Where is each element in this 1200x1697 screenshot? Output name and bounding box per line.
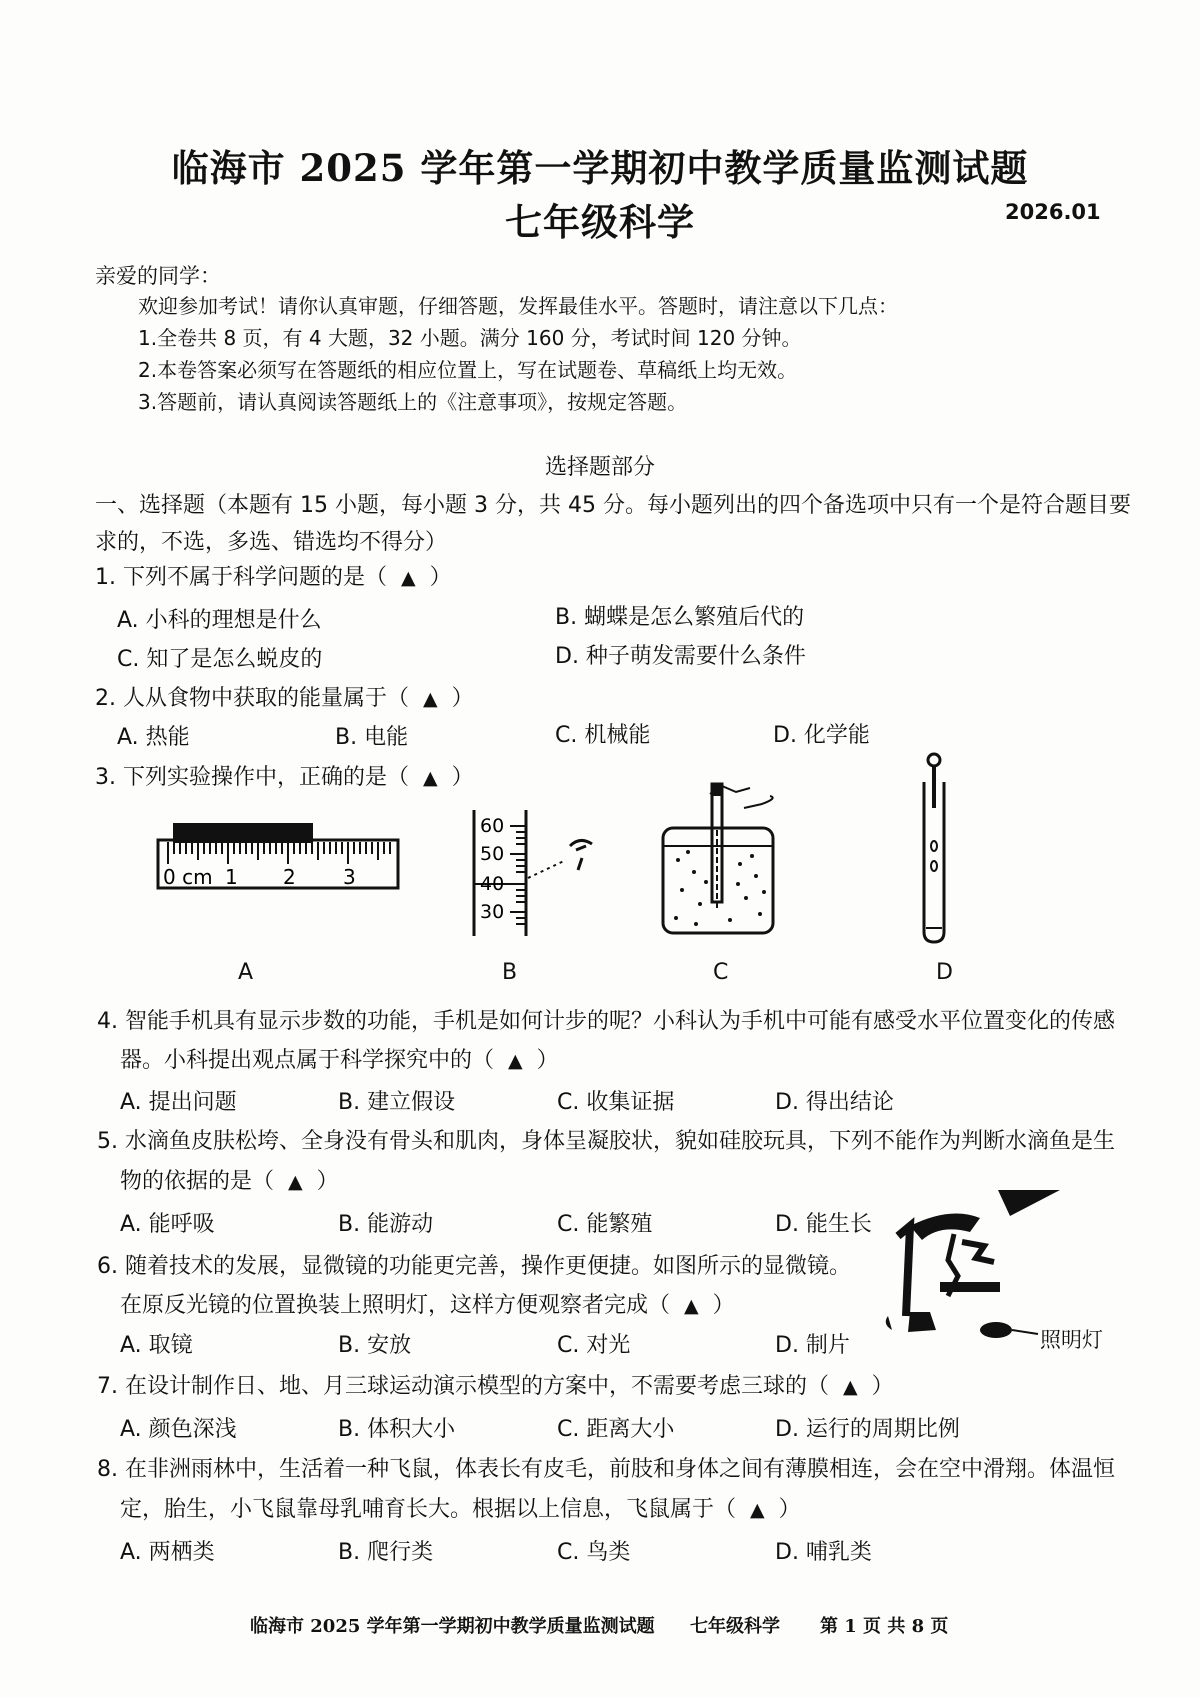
- question-8-stem-line2: 定，胎生，小飞鼠靠母乳哺育长大。根据以上信息，飞鼠属于（ ▲ ）: [120, 1497, 801, 1522]
- notice-item-1: 1.全卷共 8 页，有 4 大题，32 小题。满分 160 分，考试时间 120 分钟。: [138, 326, 802, 350]
- q5-option-d: D. 能生长: [775, 1212, 872, 1237]
- figure-label-b: B: [502, 960, 518, 985]
- question-6-stem-line1: 6. 随着技术的发展，显微镜的功能更完善，操作更便捷。如图所示的显微镜。: [97, 1254, 851, 1279]
- notice-intro: 欢迎参加考试！请你认真审题，仔细答题，发挥最佳水平。答题时，请注意以下几点：: [138, 294, 898, 318]
- answer-mark: ▲: [508, 1050, 523, 1072]
- q6-option-d: D. 制片: [775, 1333, 850, 1358]
- exam-subject-title: 七年级科学: [505, 200, 695, 244]
- question-7-stem: 7. 在设计制作日、地、月三球运动演示模型的方案中，不需要考虑三球的（ ▲ ）: [97, 1374, 894, 1399]
- notice-item-3: 3.答题前，请认真阅读答题纸上的《注意事项》，按规定答题。: [138, 390, 688, 414]
- q4-option-c: C. 收集证据: [557, 1090, 675, 1115]
- answer-mark: ▲: [400, 567, 416, 589]
- section-heading-line2: 求的，不选，多选、错选均不得分）: [95, 530, 448, 555]
- q1-option-a: A. 小科的理想是什么: [117, 608, 322, 633]
- q1-option-b: B. 蝴蝶是怎么繁殖后代的: [555, 605, 805, 630]
- beaker-figure: [660, 780, 800, 940]
- q2-option-a: A. 热能: [117, 725, 190, 750]
- cylinder-label-40: 40: [480, 873, 505, 895]
- q2-option-b: B. 电能: [335, 725, 409, 750]
- question-3-stem: 3. 下列实验操作中，正确的是（ ▲ ）: [95, 765, 474, 790]
- figure-label-d: D: [936, 960, 953, 985]
- notice-item-2: 2.本卷答案必须写在答题纸的相应位置上，写在试题卷、草稿纸上均无效。: [138, 358, 798, 382]
- q7-option-d: D. 运行的周期比例: [775, 1417, 960, 1442]
- q8-option-d: D. 哺乳类: [775, 1540, 872, 1565]
- q8-option-c: C. 鸟类: [557, 1540, 631, 1565]
- q5-option-b: B. 能游动: [338, 1212, 434, 1237]
- figure-label-a: A: [238, 960, 254, 985]
- ruler-label-0: 0 cm: [163, 865, 213, 889]
- question-4-stem-line1: 4. 智能手机具有显示步数的功能，手机是如何计步的呢？小科认为手机中可能有感受水平位置变化的传感: [97, 1009, 1115, 1034]
- answer-mark: ▲: [288, 1171, 303, 1193]
- q2-option-d: D. 化学能: [773, 723, 870, 748]
- q1-option-d: D. 种子萌发需要什么条件: [555, 644, 806, 669]
- ruler-label-1: 1: [225, 865, 238, 889]
- q2-option-c: C. 机械能: [555, 723, 651, 748]
- figure-label-c: C: [713, 960, 729, 985]
- question-6-stem-line2: 在原反光镜的位置换装上照明灯，这样方便观察者完成（ ▲ ）: [120, 1293, 735, 1318]
- q7-option-b: B. 体积大小: [338, 1417, 456, 1442]
- q4-option-a: A. 提出问题: [120, 1090, 237, 1115]
- q4-option-d: D. 得出结论: [775, 1090, 894, 1115]
- cylinder-label-30: 30: [480, 901, 505, 923]
- q6-option-b: B. 安放: [338, 1333, 412, 1358]
- q6-option-a: A. 取镜: [120, 1333, 193, 1358]
- answer-mark: ▲: [422, 767, 438, 789]
- question-4-stem-line2: 器。小科提出观点属于科学探究中的（ ▲ ）: [120, 1048, 559, 1073]
- exam-date: 2026.01: [1005, 200, 1101, 224]
- test-tube-figure: [920, 752, 970, 952]
- q5-option-c: C. 能繁殖: [557, 1212, 653, 1237]
- part-title: 选择题部分: [544, 455, 655, 480]
- ruler-label-3: 3: [343, 865, 356, 889]
- footer-subject: 七年级科学: [690, 1616, 780, 1637]
- question-2-stem: 2. 人从食物中获取的能量属于（ ▲ ）: [95, 686, 474, 711]
- greeting: 亲爱的同学：: [95, 264, 221, 288]
- microscope-lamp-label: 照明灯: [1040, 1328, 1103, 1352]
- cylinder-label-50: 50: [480, 843, 505, 865]
- answer-mark: ▲: [843, 1376, 858, 1398]
- q4-option-b: B. 建立假设: [338, 1090, 456, 1115]
- q7-option-a: A. 颜色深浅: [120, 1417, 237, 1442]
- footer-exam-name: 临海市 2025 学年第一学期初中教学质量监测试题: [250, 1616, 655, 1637]
- cylinder-figure: [470, 808, 600, 938]
- ruler-label-2: 2: [283, 865, 296, 889]
- q5-option-a: A. 能呼吸: [120, 1212, 215, 1237]
- q8-option-b: B. 爬行类: [338, 1540, 434, 1565]
- question-5-stem-line1: 5. 水滴鱼皮肤松垮、全身没有骨头和肌肉，身体呈凝胶状，貌如硅胶玩具，下列不能作为判断水滴鱼是生: [97, 1129, 1115, 1154]
- cylinder-label-60: 60: [480, 815, 505, 837]
- exam-title: 临海市 2025 学年第一学期初中教学质量监测试题: [171, 146, 1029, 190]
- q7-option-c: C. 距离大小: [557, 1417, 675, 1442]
- question-8-stem-line1: 8. 在非洲雨林中，生活着一种飞鼠，体表长有皮毛，前肢和身体之间有薄膜相连，会在空中滑翔。体温恒: [97, 1457, 1115, 1482]
- section-heading-line1: 一、选择题（本题有 15 小题，每小题 3 分，共 45 分。每小题列出的四个备选项中只有一个是符合题目要: [95, 493, 1131, 518]
- footer-page-info: 第 1 页 共 8 页: [820, 1616, 949, 1637]
- q8-option-a: A. 两栖类: [120, 1540, 215, 1565]
- answer-mark: ▲: [750, 1499, 765, 1521]
- ruler-figure: [155, 820, 405, 900]
- question-5-stem-line2: 物的依据的是（ ▲ ）: [120, 1169, 339, 1194]
- answer-mark: ▲: [422, 688, 438, 710]
- answer-mark: ▲: [684, 1295, 699, 1317]
- question-1-stem: 1. 下列不属于科学问题的是（ ▲ ）: [95, 565, 452, 590]
- q1-option-c: C. 知了是怎么蜕皮的: [117, 647, 323, 672]
- microscope-figure: [880, 1186, 1080, 1346]
- q6-option-c: C. 对光: [557, 1333, 631, 1358]
